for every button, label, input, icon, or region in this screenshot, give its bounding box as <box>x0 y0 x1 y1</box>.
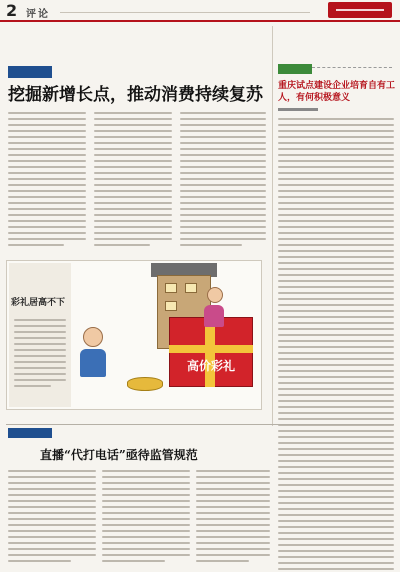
main-article-column-2 <box>94 112 172 250</box>
cartoon-caption-box <box>9 263 71 407</box>
cartoon-title: 彩礼居高不下 <box>11 298 66 308</box>
bottom-article-column-1 <box>8 470 96 566</box>
bottom-article-column-2 <box>102 470 190 566</box>
main-article-column-1 <box>8 112 86 250</box>
main-article-column-3 <box>180 112 266 250</box>
house-window <box>165 283 177 293</box>
column-tag <box>8 66 52 78</box>
header-rule <box>60 12 310 13</box>
main-article-title: 挖掘新增长点，推动消费持续复苏 <box>8 85 263 105</box>
side-article-body <box>278 118 394 572</box>
section-name: 评论 <box>26 9 50 20</box>
bottom-article-title: 直播“代打电话”亟待监管规范 <box>40 448 198 462</box>
side-column-tag-rule <box>312 67 392 68</box>
cartoon-illustration <box>6 260 262 410</box>
cartoon-man <box>83 327 106 377</box>
column-divider <box>272 26 273 426</box>
cartoon-woman <box>207 287 224 327</box>
side-column-tag <box>278 64 312 74</box>
bottom-column-tag <box>8 428 52 438</box>
side-article-title: 重庆试点建设企业培育自有工人，有何积极意义 <box>278 81 396 103</box>
page-number: 2 <box>6 1 18 20</box>
cartoon-caption-text <box>14 319 66 391</box>
house-window <box>165 301 177 311</box>
bottom-article-column-3 <box>196 470 270 566</box>
newspaper-logo <box>328 2 392 18</box>
gift-box-label: 高价彩礼 <box>186 359 235 373</box>
house-window <box>185 283 197 293</box>
page-header <box>0 0 400 22</box>
section-divider <box>6 424 394 425</box>
money-icon <box>127 377 163 391</box>
side-article-byline <box>278 108 318 111</box>
gift-ribbon <box>169 345 253 353</box>
